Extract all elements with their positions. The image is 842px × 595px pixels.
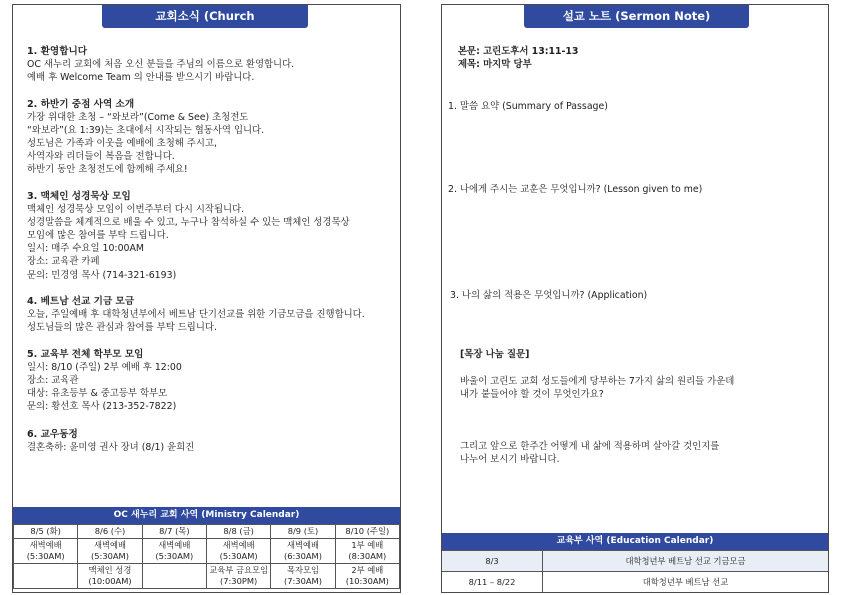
section-heading: 6. 교우동정 bbox=[27, 429, 78, 440]
cell-line: (6:30AM) bbox=[284, 551, 322, 561]
calendar-date-header: 8/10 (주일) bbox=[335, 525, 399, 539]
section-heading: 1. 환영합니다 bbox=[27, 46, 87, 57]
cell-line: 교육부 금요모임 bbox=[209, 565, 269, 575]
cell-line: 맥체인 성경 bbox=[88, 565, 132, 575]
ministry-calendar-title: OC 새누리 교회 사역 (Ministry Calendar) bbox=[13, 507, 400, 524]
sermon-note-title: 설교 노트 (Sermon Note) bbox=[524, 5, 749, 28]
cell-line: (7:30PM) bbox=[220, 576, 258, 586]
calendar-date-header: 8/8 (금) bbox=[206, 525, 270, 539]
calendar-cell bbox=[14, 564, 78, 589]
education-row bbox=[442, 571, 828, 592]
calendar-cell bbox=[142, 539, 206, 564]
cell-line: (10:30AM) bbox=[345, 576, 389, 586]
calendar-cell bbox=[271, 539, 335, 564]
cell-line: 새벽예배 bbox=[158, 540, 191, 550]
cell-line: 1부 예배 bbox=[351, 540, 384, 550]
cell-line: 목자모임 bbox=[286, 565, 319, 575]
section-vietnam-fundraising bbox=[27, 295, 390, 334]
section-line: 성도님은 가족과 이웃을 예배에 초청해 주시고, bbox=[27, 138, 217, 150]
section-line: 대상: 유초등부 & 중고등부 학부모 bbox=[27, 388, 168, 400]
calendar-cell bbox=[271, 564, 335, 589]
cell-line: 2부 예배 bbox=[351, 565, 384, 575]
section-line: 성도님들의 많은 관심과 참여를 부탁 드립니다. bbox=[27, 322, 217, 334]
cell-line: (7:30AM) bbox=[284, 576, 322, 586]
announcements-title: 교회소식 (Church Announcements) bbox=[102, 5, 308, 28]
section-line: OC 새누리 교회에 처음 오신 분들을 주님의 이름으로 환영합니다. bbox=[27, 59, 295, 71]
section-line: 성경말씀을 체계적으로 배울 수 있고, 누구나 참석하실 수 있는 맥체인 성경묵상 bbox=[27, 217, 350, 229]
calendar-row bbox=[14, 564, 400, 589]
education-calendar-title: 교육부 사역 (Education Calendar) bbox=[442, 533, 828, 550]
education-calendar bbox=[442, 533, 828, 592]
calendar-date-header: 8/5 (화) bbox=[14, 525, 78, 539]
section-heading: 5. 교육부 전체 학부모 모임 bbox=[27, 349, 144, 360]
cell-line: 새벽예배 bbox=[286, 540, 319, 550]
calendar-row bbox=[14, 539, 400, 564]
section-line: 가장 위대한 초청 – “와보라”(Come & See) 초청전도 bbox=[27, 112, 249, 124]
section-heading: 2. 하반기 중점 사역 소개 bbox=[27, 99, 135, 110]
ministry-calendar bbox=[13, 507, 400, 589]
section-line: 일시: 8/10 (주일) 2부 예배 후 12:00 bbox=[27, 362, 182, 374]
calendar-cell bbox=[78, 539, 142, 564]
cell-line: (5:30AM) bbox=[155, 551, 194, 561]
scripture-reference: 본문: 고린도후서 13:11-13 bbox=[458, 46, 579, 57]
section-heading: 3. 맥체인 성경묵상 모임 bbox=[27, 191, 131, 202]
section-parents-meeting bbox=[27, 348, 390, 413]
education-event: 대학청년부 베트남 선교 기금모금 bbox=[625, 556, 746, 566]
section-line: 오늘, 주일예배 후 대학청년부에서 베트남 단기선교를 위한 기금모금을 진행합니다. bbox=[27, 309, 365, 321]
calendar-header-row bbox=[14, 525, 400, 539]
education-event: 대학청년부 베트남 선교 bbox=[642, 577, 729, 587]
calendar-cell bbox=[206, 539, 270, 564]
section-line: 하반기 동안 초청전도에 함께해 주세요! bbox=[27, 164, 188, 176]
section-line: 모임에 많은 참여를 부탁 드립니다. bbox=[27, 230, 169, 242]
cell-line: (10:00AM) bbox=[88, 576, 132, 586]
sharing-question-line: 바울이 고린도 교회 성도들에게 당부하는 7가지 삶의 원리들 가운데 bbox=[460, 376, 735, 387]
calendar-cell bbox=[14, 539, 78, 564]
section-bible-study bbox=[27, 190, 390, 282]
education-row bbox=[442, 550, 828, 571]
section-line: “와보라”(요 1:39)는 초대에서 시작되는 협동사역 입니다. bbox=[27, 125, 265, 137]
cell-line: 새벽예배 bbox=[222, 540, 255, 550]
question-lesson: 2. 나에게 주시는 교훈은 무엇입니까? (Lesson given to me) bbox=[448, 184, 703, 195]
section-line: 문의: 황선호 목사 (213-352-7822) bbox=[27, 401, 177, 413]
section-line: 장소: 교육관 카페 bbox=[27, 256, 100, 268]
calendar-cell bbox=[206, 564, 270, 589]
cell-line: (5:30AM) bbox=[219, 551, 258, 561]
section-line: 문의: 민경영 목사 (714-321-6193) bbox=[27, 269, 177, 281]
cell-line: (8:30AM) bbox=[348, 551, 387, 561]
calendar-cell bbox=[335, 539, 399, 564]
question-summary: 1. 말씀 요약 (Summary of Passage) bbox=[448, 101, 608, 112]
section-ministry-focus bbox=[27, 98, 390, 177]
question-application: 3. 나의 삶의 적용은 무엇입니까? (Application) bbox=[450, 290, 648, 301]
section-heading: 4. 베트남 선교 기금 모금 bbox=[27, 296, 135, 307]
sharing-question-line: 내가 붙들어야 할 것이 무엇인가요? bbox=[460, 389, 604, 400]
section-welcome bbox=[27, 45, 390, 84]
section-line: 예배 후 Welcome Team 의 안내를 받으시기 바랍니다. bbox=[27, 72, 255, 84]
cell-line: 새벽예배 bbox=[29, 540, 62, 550]
sermon-title: 제목: 마지막 당부 bbox=[458, 59, 532, 70]
cell-line: (5:30AM) bbox=[91, 551, 129, 561]
education-date: 8/3 bbox=[442, 551, 543, 571]
calendar-date-header: 8/6 (수) bbox=[78, 525, 142, 539]
calendar-cell bbox=[78, 564, 142, 589]
section-line: 결혼축하: 윤미영 권사 장녀 (8/1) 윤희진 bbox=[27, 442, 195, 454]
section-line: 일시: 매주 수요일 10:00AM bbox=[27, 243, 145, 255]
calendar-cell bbox=[335, 564, 399, 589]
calendar-cell bbox=[142, 564, 206, 589]
sharing-heading: [목장 나눔 질문] bbox=[460, 349, 530, 360]
section-line: 장소: 교육관 bbox=[27, 375, 79, 387]
ministry-calendar-table bbox=[13, 524, 400, 589]
cell-line: (5:30AM) bbox=[26, 551, 65, 561]
section-line: 사역자와 리더들이 복음을 전합니다. bbox=[27, 151, 175, 163]
sharing-question-line: 나누어 보시기 바랍니다. bbox=[460, 454, 560, 465]
section-line: 맥체인 성경묵상 모임이 이번주부터 다시 시작됩니다. bbox=[27, 204, 245, 216]
education-date: 8/11 – 8/22 bbox=[442, 572, 543, 592]
sharing-question-line: 그리고 앞으로 한주간 어떻게 내 삶에 적용하며 살아갈 것인지를 bbox=[460, 441, 720, 452]
sermon-note-page bbox=[441, 4, 829, 593]
calendar-date-header: 8/7 (목) bbox=[142, 525, 206, 539]
section-member-news bbox=[27, 428, 390, 454]
cell-line: 새벽예배 bbox=[93, 540, 127, 550]
announcements-page bbox=[12, 4, 401, 593]
calendar-date-header: 8/9 (토) bbox=[271, 525, 335, 539]
